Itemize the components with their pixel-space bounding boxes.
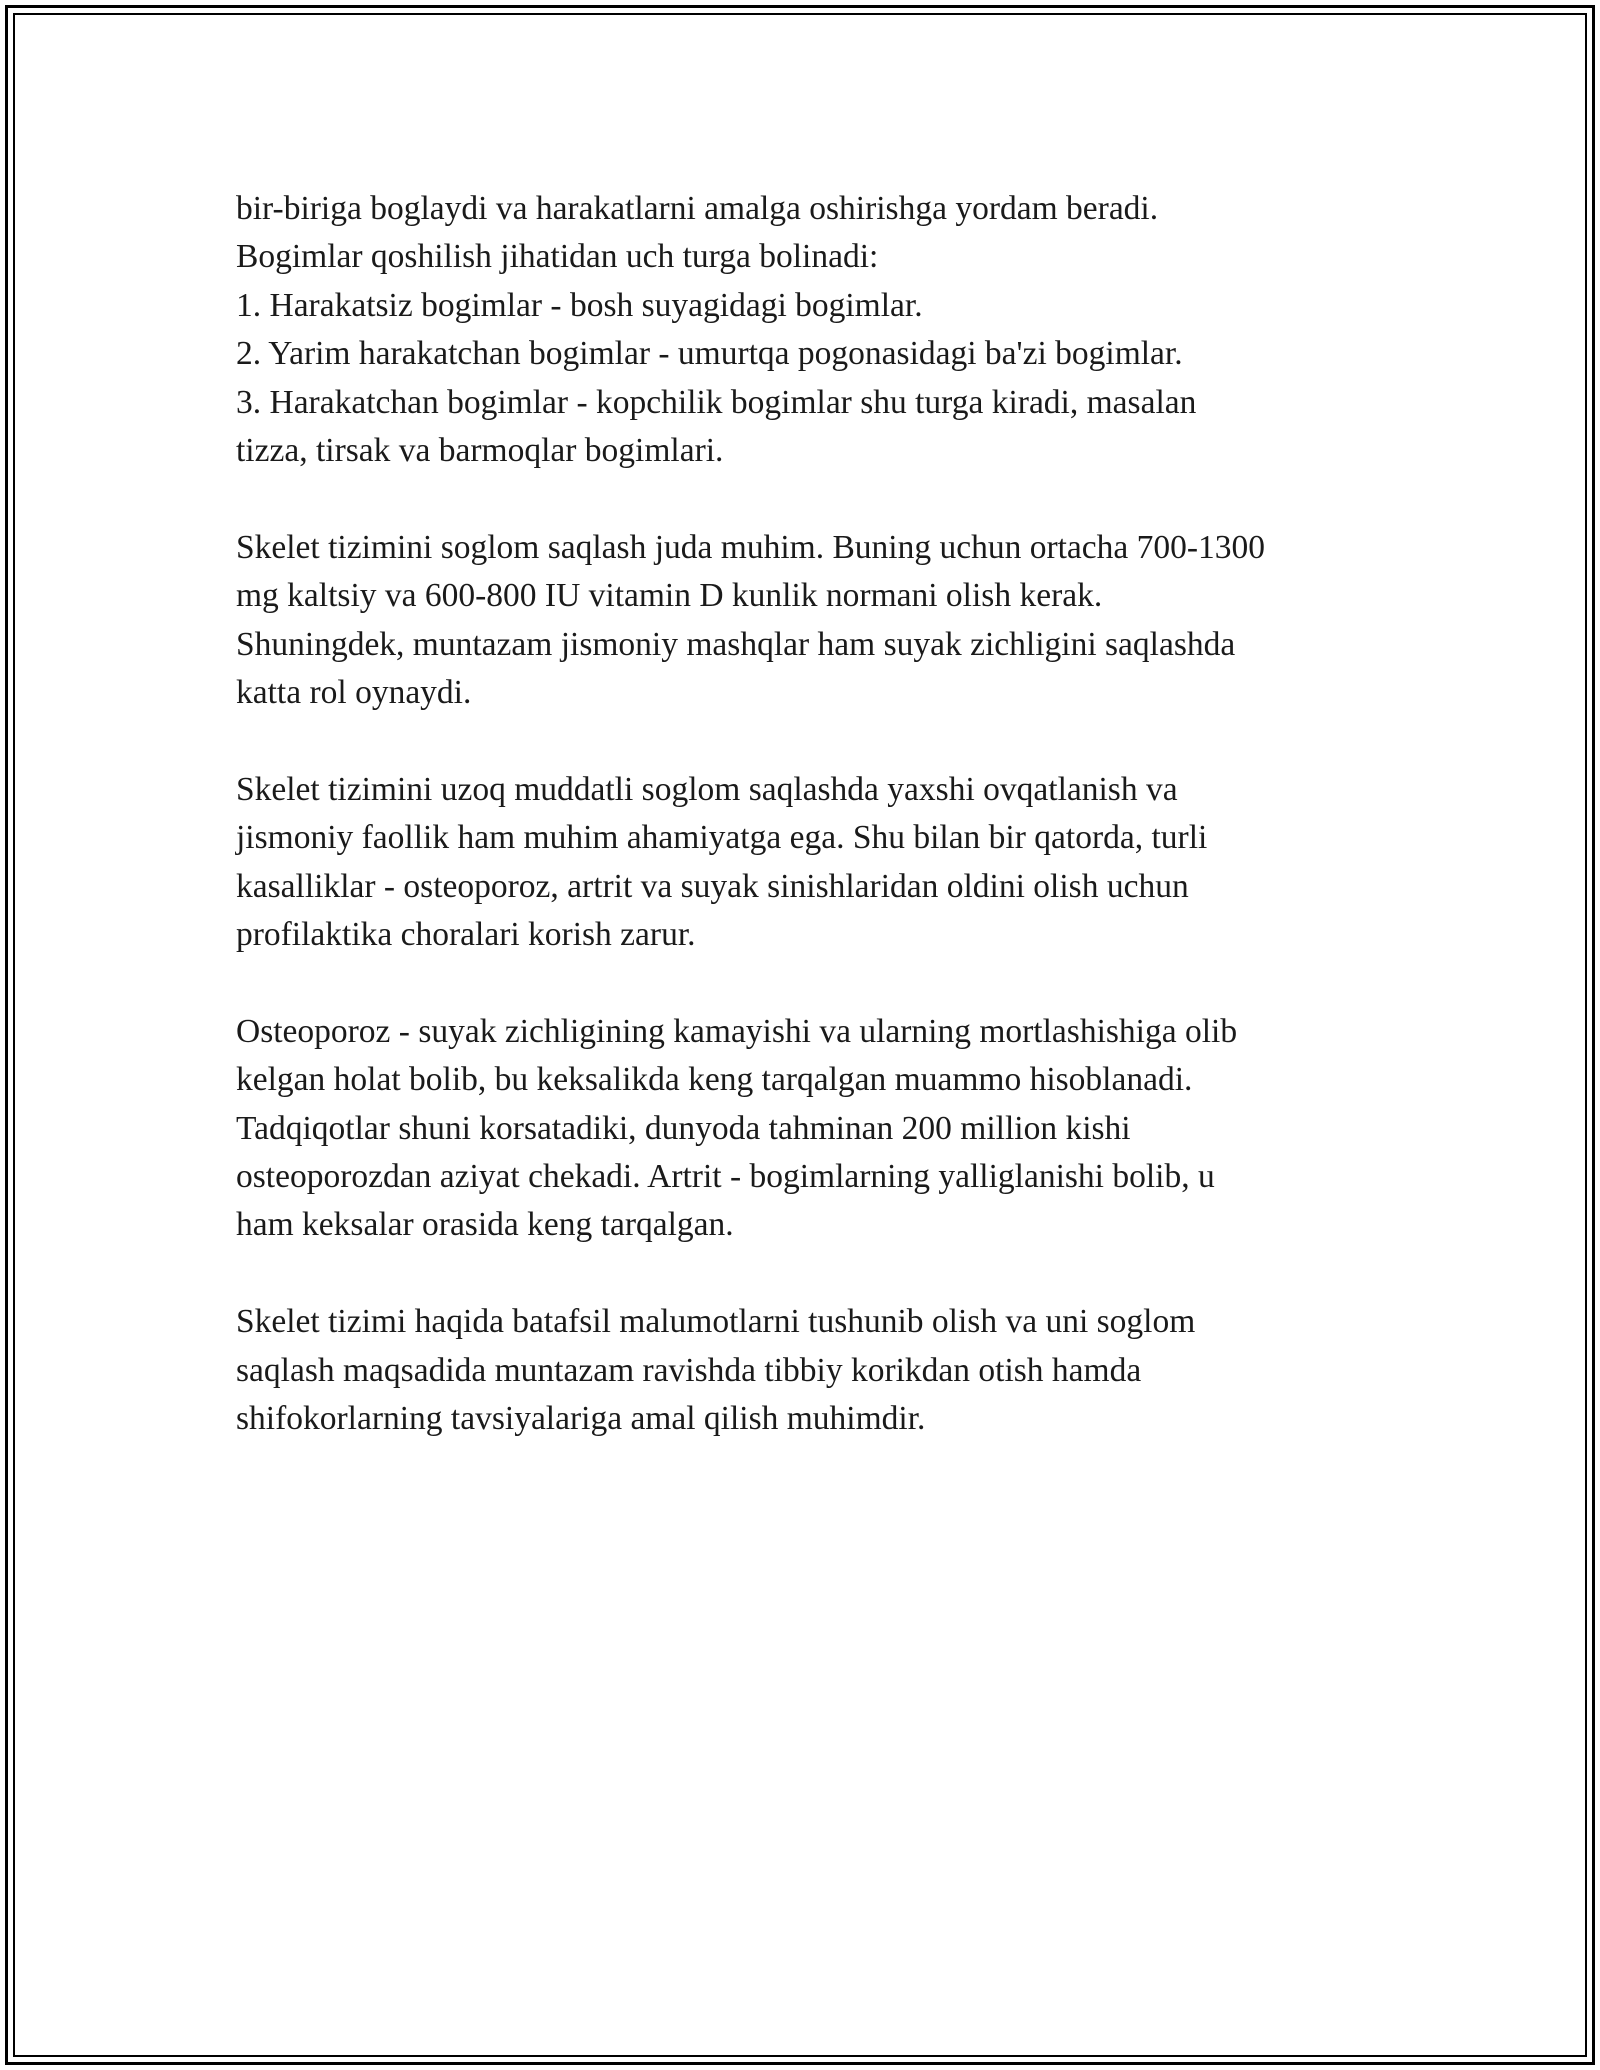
paragraph-nutrition-prevention bbox=[236, 766, 1416, 960]
text-line: Skelet tizimini uzoq muddatli soglom saqlashda yaxshi ovqatlanish va bbox=[236, 770, 1178, 808]
text-line: osteoporozdan aziyat chekadi. Artrit - bogimlarning yalliglanishi bolib, u bbox=[236, 1158, 1215, 1196]
paragraph-skeleton-health bbox=[236, 524, 1416, 718]
text-line: kelgan holat bolib, bu keksalikda keng tarqalgan muammo hisoblanadi. bbox=[236, 1061, 1193, 1099]
document-body bbox=[236, 185, 1416, 1444]
text-line: ham keksalar orasida keng tarqalgan. bbox=[236, 1206, 734, 1244]
text-line: mg kaltsiy va 600-800 IU vitamin D kunlik normani olish kerak. bbox=[236, 577, 1103, 615]
paragraph-osteoporosis bbox=[236, 1008, 1416, 1250]
paragraph-joints-types bbox=[236, 185, 1416, 475]
text-line: profilaktika choralari korish zarur. bbox=[236, 916, 696, 954]
text-line: Osteoporoz - suyak zichligining kamayishi va ularning mortlashishiga olib bbox=[236, 1012, 1238, 1050]
text-line: Skelet tizimini soglom saqlash juda muhim. Buning uchun ortacha 700-1300 bbox=[236, 528, 1266, 566]
text-line: kasalliklar - osteoporoz, artrit va suyak sinishlaridan oldini olish uchun bbox=[236, 867, 1189, 905]
text-line: tizza, tirsak va barmoqlar bogimlari. bbox=[236, 432, 724, 470]
text-line: Shuningdek, muntazam jismoniy mashqlar ham suyak zichligini saqlashda bbox=[236, 625, 1236, 663]
text-line: katta rol oynaydi. bbox=[236, 674, 472, 712]
list-item: 2. Yarim harakatchan bogimlar - umurtqa pogonasidagi ba'zi bogimlar. bbox=[236, 335, 1183, 373]
text-line: saqlash maqsadida muntazam ravishda tibbiy korikdan otish hamda bbox=[236, 1351, 1142, 1389]
text-line: Tadqiqotlar shuni korsatadiki, dunyoda tahminan 200 million kishi bbox=[236, 1109, 1131, 1147]
text-line: Skelet tizimi haqida batafsil malumotlarni tushunib olish va uni soglom bbox=[236, 1303, 1196, 1341]
text-line: shifokorlarning tavsiyalariga amal qilish muhimdir. bbox=[236, 1400, 926, 1438]
text-line: Bogimlar qoshilish jihatidan uch turga bolinadi: bbox=[236, 238, 879, 276]
text-line: jismoniy faollik ham muhim ahamiyatga ega. Shu bilan bir qatorda, turli bbox=[236, 819, 1208, 857]
list-item: 3. Harakatchan bogimlar - kopchilik bogimlar shu turga kiradi, masalan bbox=[236, 383, 1197, 421]
list-item: 1. Harakatsiz bogimlar - bosh suyagidagi bogimlar. bbox=[236, 286, 923, 324]
paragraph-medical-checkup bbox=[236, 1298, 1416, 1443]
text-line: bir-biriga boglaydi va harakatlarni amalga oshirishga yordam beradi. bbox=[236, 190, 1159, 227]
